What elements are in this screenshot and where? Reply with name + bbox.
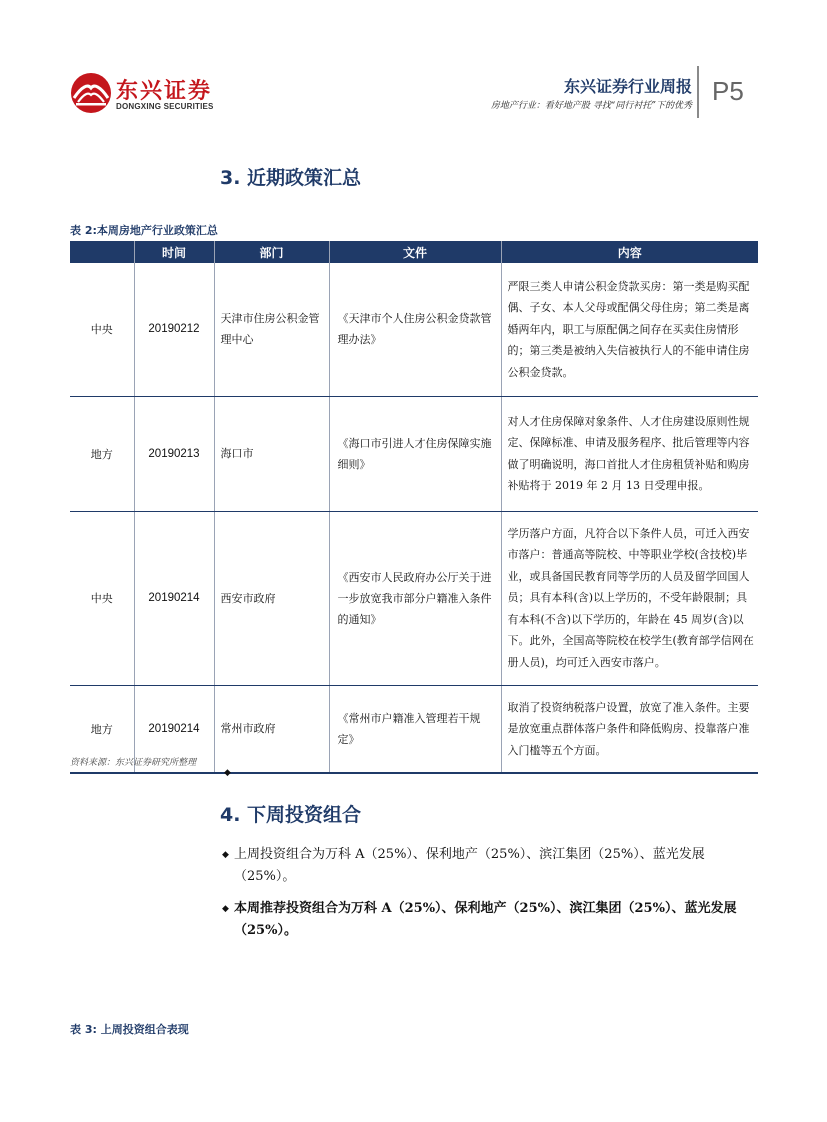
policy-table xyxy=(70,241,758,774)
document-cell: 《海口市引进人才住房保障实施细则》 xyxy=(329,396,501,511)
brand-name-en: DONGXING SECURITIES xyxy=(116,102,214,111)
bullet-icon: ◆ xyxy=(222,850,229,860)
department-cell: 常州市政府 xyxy=(214,685,329,773)
department-cell: 海口市 xyxy=(214,396,329,511)
column-header: 时间 xyxy=(134,241,214,263)
bullet-icon: ◆ xyxy=(222,904,229,914)
content-cell: 严限三类人申请公积金贷款买房：第一类是购买配偶、子女、本人父母或配偶父母住房；第二类是离婚两年内，职工与原配偶之间存在买卖住房情形的；第三类是被纳入失信被执行人的不能申请住房公积金贷款。 xyxy=(501,263,758,396)
content-cell: 取消了投资纳税落户设置，放宽了准入条件。主要是放宽重点群体落户条件和降低购房、投靠落户准入门槛等五个方面。 xyxy=(501,685,758,773)
document-cell: 《常州市户籍准入管理若干规定》 xyxy=(329,685,501,773)
table-header-row xyxy=(70,241,758,263)
document-cell: 《天津市个人住房公积金贷款管理办法》 xyxy=(329,263,501,396)
section-heading-3: 3. 近期政策汇总 xyxy=(220,167,362,189)
table-row xyxy=(70,511,758,685)
portfolio-this-week-text: 本周推荐投资组合为万科 A（25%）、保利地产（25%）、滨江集团（25%）、蓝光发展（25%）。 xyxy=(234,901,737,938)
page-number: P5 xyxy=(712,76,744,106)
document-cell: 《西安市人民政府办公厅关于进一步放宽我市部分户籍准入条件的通知》 xyxy=(329,511,501,685)
department-cell: 天津市住房公积金管理中心 xyxy=(214,263,329,396)
column-header: 文件 xyxy=(329,241,501,263)
department-cell: 西安市政府 xyxy=(214,511,329,685)
bullet-icon: ◆ xyxy=(224,768,231,778)
header-divider xyxy=(697,66,699,118)
level-cell: 中央 xyxy=(70,511,134,685)
content-cell: 对人才住房保障对象条件、人才住房建设原则性规定、保障标准、申请及服务程序、批后管理等内容做了明确说明，海口首批人才住房租赁补贴和购房补贴将于 2019 年 2 月 13 日受理申报。 xyxy=(501,396,758,511)
section-heading-4: 4. 下周投资组合 xyxy=(220,804,362,826)
column-header: 内容 xyxy=(501,241,758,263)
column-header xyxy=(70,241,134,263)
portfolio-last-week-text: 上周投资组合为万科 A（25%）、保利地产（25%）、滨江集团（25%）、蓝光发展（25%）。 xyxy=(234,847,705,884)
table-row xyxy=(70,263,758,396)
column-header: 部门 xyxy=(214,241,329,263)
level-cell: 地方 xyxy=(70,396,134,511)
brand-logo-icon xyxy=(70,72,112,114)
portfolio-last-week xyxy=(222,844,762,888)
table-source-note: 资料来源：东兴证券研究所整理 xyxy=(70,758,197,768)
date-cell: 20190212 xyxy=(134,263,214,396)
report-title: 东兴证券行业周报 xyxy=(563,77,692,96)
report-subtitle: 房地产行业：看好地产股 寻找“同行衬托”下的优秀 xyxy=(490,101,692,111)
date-cell: 20190214 xyxy=(134,685,214,773)
date-cell: 20190214 xyxy=(134,511,214,685)
portfolio-this-week xyxy=(222,898,762,942)
level-cell: 地方 xyxy=(70,685,134,773)
brand-name-cn: 东兴证券 xyxy=(116,79,213,104)
date-cell: 20190213 xyxy=(134,396,214,511)
content-cell: 学历落户方面，凡符合以下条件人员，可迁入西安市落户：普通高等院校、中等职业学校(含技校)毕业，或具备国民教育同等学历的人员及留学回国人员；具有本科(含)以上学历的，不受年龄限制；具有本科(不含)以下学历的，年龄在 45 周岁(含)以下。此外，全国高等院校在校学生(教育部学信网在册人员)，均可迁入西安市落户。 xyxy=(501,511,758,685)
table-2-caption: 表 2:本周房地产行业政策汇总 xyxy=(70,224,218,237)
level-cell: 中央 xyxy=(70,263,134,396)
table-row xyxy=(70,396,758,511)
table-3-caption: 表 3: 上周投资组合表现 xyxy=(70,1023,189,1036)
